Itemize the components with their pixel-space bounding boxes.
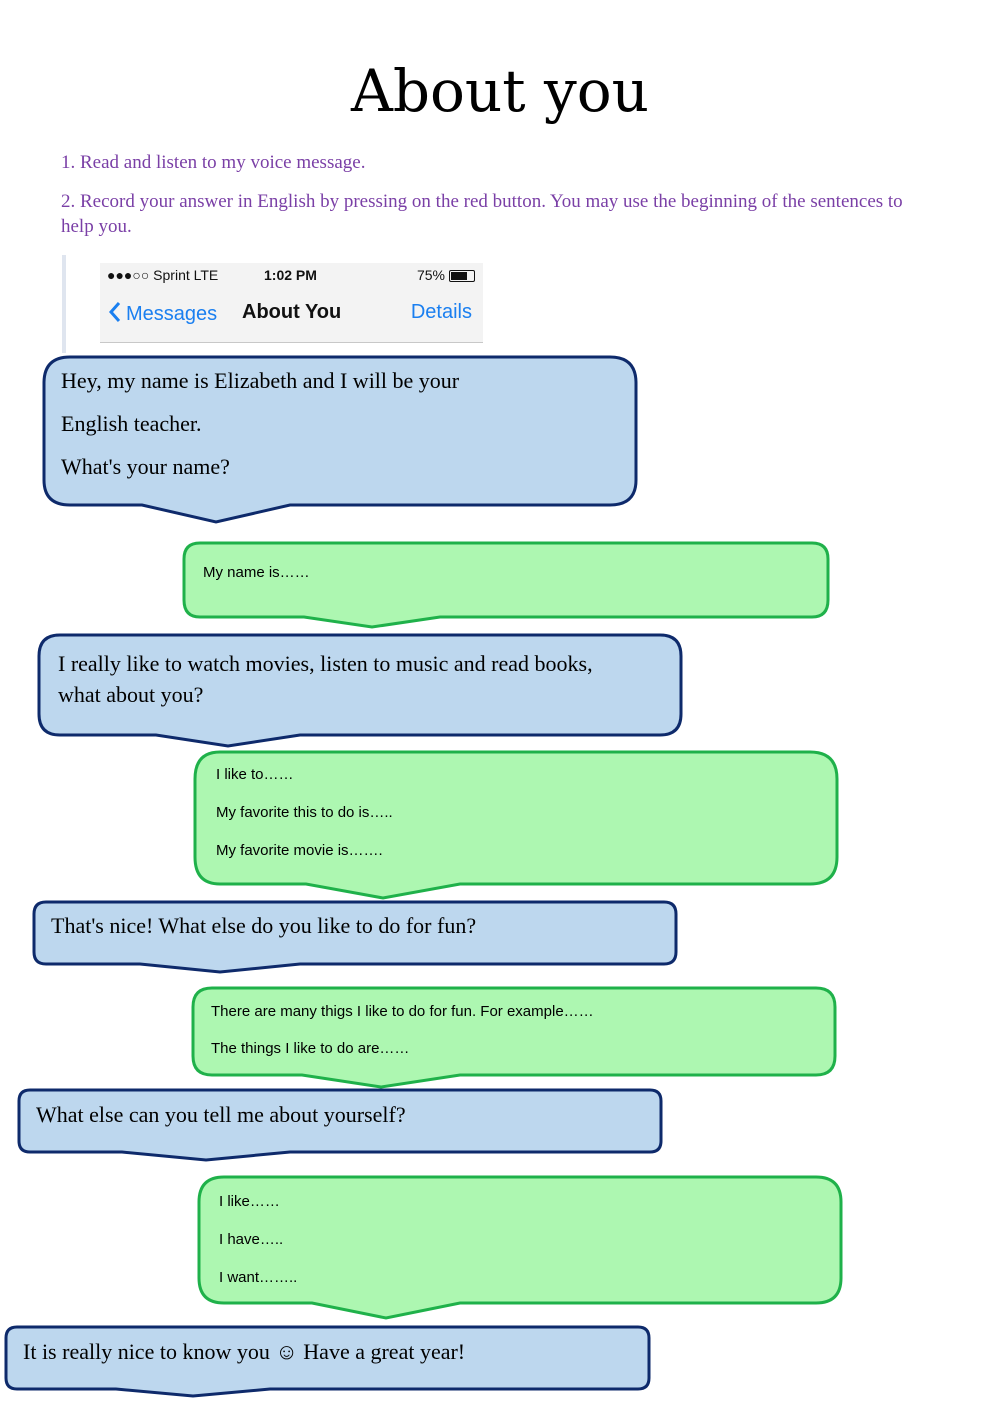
message-student-2 [216,768,393,870]
message-student-3 [211,1003,594,1077]
instruction-2: 2. Record your answer in English by pressing on the red button. You may use the beginning of the sentences to help you. [61,191,903,237]
message-line: I like…… [219,1193,280,1210]
carrier-label: ●●●○○ Sprint LTE [107,267,219,283]
message-line: I want…….. [219,1269,298,1286]
message-line: Hey, my name is Elizabeth and I will be your [61,368,460,393]
message-line: What's your name? [61,454,230,479]
chat-title: About You [242,301,342,323]
message-teacher-3 [51,913,476,939]
message-line: I really like to watch movies, listen to music and read books, [58,651,593,676]
message-line: My name is…… [203,564,310,581]
instruction-1: 1. Read and listen to my voice message. [61,152,366,173]
battery-label: 75% [416,267,445,283]
message-line: what about you? [58,682,204,707]
message-line: What else can you tell me about yourself? [36,1102,406,1127]
details-button[interactable]: Details [410,301,472,323]
clock-label: 1:02 PM [264,267,317,283]
message-teacher-1 [61,368,459,497]
message-line: My favorite this to do is….. [216,804,393,821]
message-line: My favorite movie is……. [216,842,383,859]
page-title: About you [350,57,650,125]
message-line: It is really nice to know you ☺ Have a great year! [23,1339,466,1364]
message-line: English teacher. [61,411,202,436]
message-student-1 [203,564,310,581]
message-line: The things I like to do are…… [211,1040,410,1057]
message-line: That's nice! What else do you like to do for fun? [51,913,477,938]
student-bubble-1 [184,543,828,627]
message-line: I like to…… [216,766,294,783]
message-teacher-2 [58,648,593,710]
message-teacher-5 [23,1339,465,1365]
back-label: Messages [126,303,218,325]
message-student-4 [219,1193,297,1307]
message-line: There are many thigs I like to do for fun. For example…… [211,1003,594,1020]
message-teacher-4 [36,1102,406,1128]
message-line: I have….. [219,1231,284,1248]
